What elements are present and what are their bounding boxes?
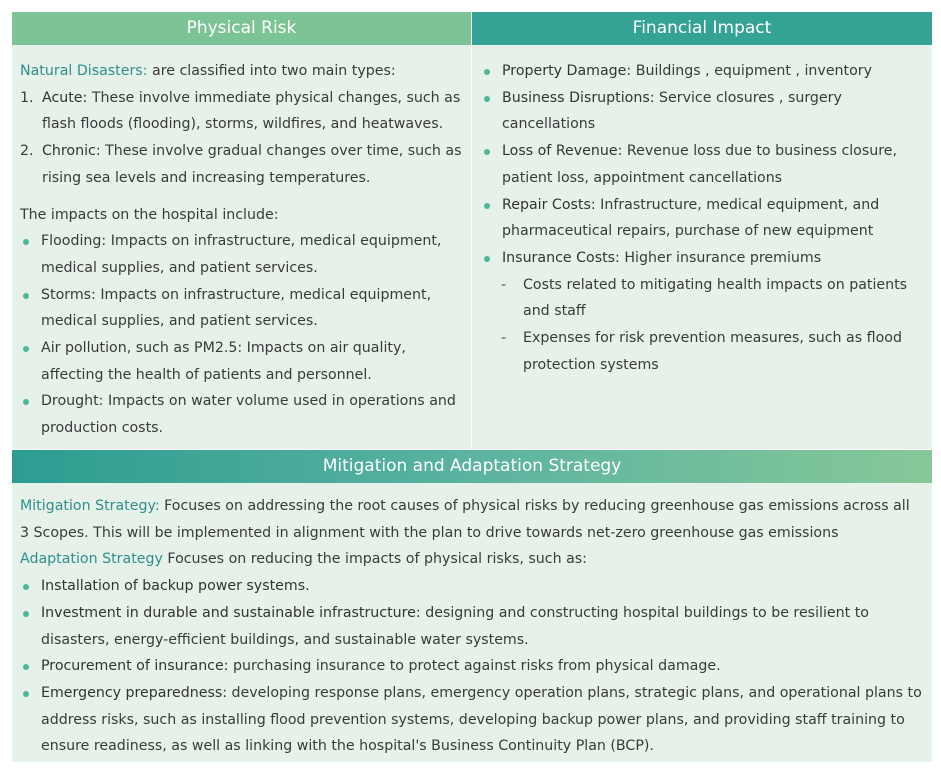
list-item bbox=[20, 600, 922, 653]
list-item bbox=[20, 388, 465, 441]
bullet-icon bbox=[20, 282, 41, 335]
bullet-icon bbox=[481, 245, 502, 272]
bullet-icon bbox=[481, 192, 502, 245]
strategy-item-label: Installation of backup power systems. bbox=[41, 578, 310, 595]
top-row bbox=[12, 12, 932, 449]
bullet-icon bbox=[20, 680, 41, 760]
sub-list-item bbox=[481, 325, 922, 378]
sub-item-text: Costs related to mitigating health impacts on patients and staff bbox=[523, 276, 908, 320]
list-item bbox=[481, 85, 922, 138]
item-text: Revenue loss due to business closure, patient loss, appointment cancellations bbox=[502, 143, 898, 186]
mitigation-paragraph bbox=[20, 493, 922, 546]
strategy-item-label: Procurement of insurance: bbox=[41, 658, 229, 675]
adaptation-label: Adaptation Strategy bbox=[20, 551, 163, 568]
infographic-table bbox=[12, 12, 932, 762]
list-number: 2. bbox=[20, 143, 34, 160]
mitigation-text: Focuses on addressing the root causes of physical risks by reducing greenhouse gas emissions across all 3 Scopes. This will be implemented in alignment with the plan to drive towards net-zero greenhouse gas emissions bbox=[20, 498, 910, 541]
type-text: These involve gradual changes over time, such as rising sea levels and increasing temperatures. bbox=[42, 143, 462, 186]
item-text: Service closures , surgery cancellations bbox=[502, 89, 842, 133]
strategy-item-text: purchasing insurance to protect against risks from physical damage. bbox=[228, 658, 721, 675]
adaptation-paragraph bbox=[20, 546, 922, 573]
list-item bbox=[20, 85, 465, 138]
list-item bbox=[20, 653, 922, 680]
strategy-header: Mitigation and Adaptation Strategy bbox=[12, 450, 932, 483]
financial-impact-body bbox=[472, 45, 932, 378]
impact-text: Air pollution, such as PM2.5: Impacts on air quality, affecting the health of patients and personnel. bbox=[41, 340, 406, 383]
list-number: 1. bbox=[20, 89, 34, 106]
strategy-item-text: designing and constructing hospital buildings to be resilient to disasters, energy-efficient buildings, and sustainable water systems. bbox=[41, 604, 869, 648]
list-item bbox=[481, 58, 922, 85]
financial-impact-header: Financial Impact bbox=[472, 12, 932, 45]
strategy-body bbox=[12, 483, 932, 762]
physical-risk-body bbox=[12, 45, 471, 442]
adaptation-text: Focuses on reducing the impacts of physical risks, such as: bbox=[162, 551, 587, 568]
natural-disasters-text: are classified into two main types: bbox=[147, 63, 396, 79]
strategy-item-label: Emergency preparedness: bbox=[41, 684, 228, 701]
item-label: Loss of Revenue: bbox=[502, 143, 623, 160]
list-item bbox=[20, 228, 465, 281]
list-item bbox=[20, 680, 922, 760]
list-item bbox=[481, 138, 922, 191]
item-label: Insurance Costs: bbox=[502, 249, 620, 266]
dash-icon: - bbox=[501, 330, 507, 347]
list-item bbox=[20, 335, 465, 388]
bullet-icon bbox=[20, 388, 41, 441]
bullet-icon bbox=[481, 58, 502, 85]
item-text: Buildings , equipment , inventory bbox=[631, 63, 873, 79]
type-text: These involve immediate physical changes, such as flash floods (flooding), storms, wildfires, and heatwaves. bbox=[42, 89, 461, 133]
list-item bbox=[20, 138, 465, 191]
bullet-icon bbox=[20, 653, 41, 680]
strategy-item-text: developing response plans, emergency operation plans, strategic plans, and operational plans to address risks, such as installing flood prevention systems, developing backup power plans, and providing staff training to ensure readiness, as well as linking with the hospital's Business Continuity Plan (BCP). bbox=[41, 684, 922, 755]
bullet-icon bbox=[20, 335, 41, 388]
bullet-icon bbox=[20, 228, 41, 281]
physical-risk-header: Physical Risk bbox=[12, 12, 471, 45]
impacts-intro: The impacts on the hospital include: bbox=[20, 206, 279, 223]
sub-list-item bbox=[481, 272, 922, 325]
impact-text: Flooding: Impacts on infrastructure, medical equipment, medical supplies, and patient services. bbox=[41, 233, 442, 276]
bullet-icon bbox=[481, 138, 502, 191]
type-label: Chronic: bbox=[42, 143, 101, 160]
item-label: Repair Costs: bbox=[502, 196, 596, 213]
list-item bbox=[481, 192, 922, 245]
financial-impact-panel bbox=[472, 12, 932, 449]
mitigation-label: Mitigation Strategy: bbox=[20, 498, 160, 514]
item-label: Business Disruptions: bbox=[502, 89, 655, 106]
bullet-icon bbox=[20, 573, 41, 600]
type-label: Acute: bbox=[42, 89, 88, 106]
sub-item-text: Expenses for risk prevention measures, such as flood protection systems bbox=[523, 330, 902, 373]
impact-text: Drought: Impacts on water volume used in operations and production costs. bbox=[41, 393, 456, 437]
dash-icon: - bbox=[501, 276, 507, 293]
bullet-icon bbox=[20, 600, 41, 653]
natural-disasters-intro bbox=[20, 58, 465, 85]
list-item bbox=[20, 282, 465, 335]
list-item bbox=[481, 245, 922, 272]
bullet-icon bbox=[481, 85, 502, 138]
strategy-item-label: Investment in durable and sustainable infrastructure: bbox=[41, 604, 421, 621]
natural-disasters-label: Natural Disasters: bbox=[20, 63, 148, 79]
impact-text: Storms: Impacts on infrastructure, medical equipment, medical supplies, and patient services. bbox=[41, 286, 432, 330]
item-text: Infrastructure, medical equipment, and pharmaceutical repairs, purchase of new equipment bbox=[502, 196, 880, 240]
strategy-panel bbox=[12, 450, 932, 762]
physical-risk-panel bbox=[12, 12, 471, 449]
item-label: Property Damage: bbox=[502, 63, 632, 79]
item-text: Higher insurance premiums bbox=[619, 249, 822, 266]
list-item bbox=[20, 573, 922, 600]
